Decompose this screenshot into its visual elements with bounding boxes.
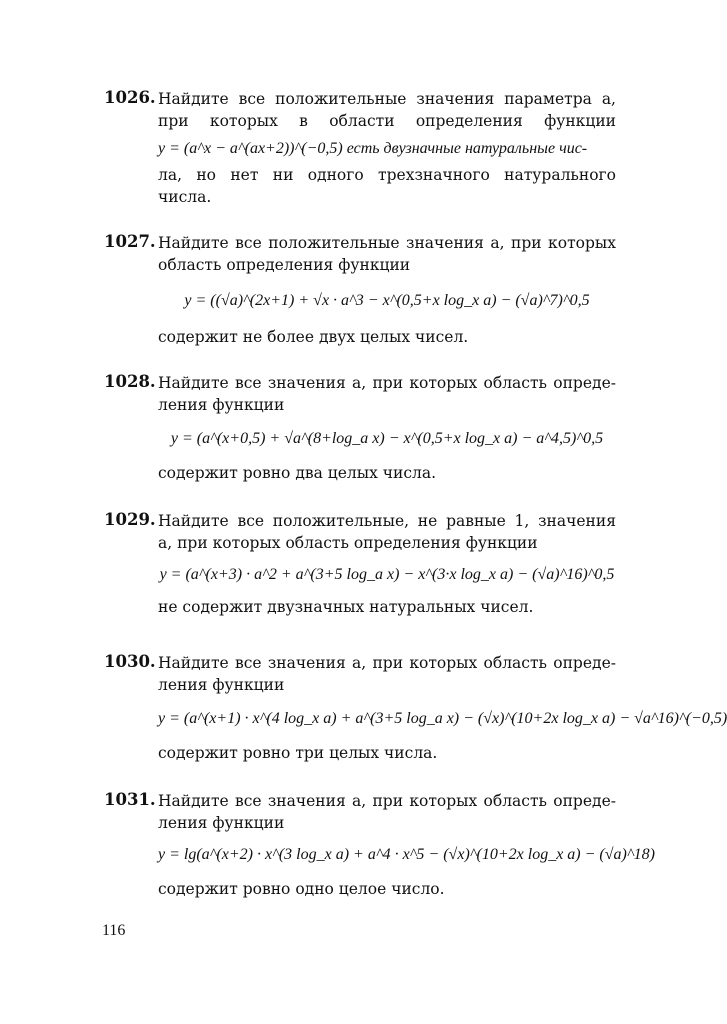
problem-line: ления функции <box>158 814 285 832</box>
problem-text <box>158 510 616 618</box>
problem-line: Найдите все значения a, при которых область опреде- <box>158 654 616 672</box>
problem-conclusion: содержит ровно два целых числа. <box>158 464 437 482</box>
page-number: 116 <box>102 922 126 939</box>
problem-1026 <box>104 88 616 208</box>
problem-conclusion: не содержит двузначных натуральных чисел. <box>158 598 534 616</box>
problem-conclusion: содержит ровно одно целое число. <box>158 880 445 898</box>
problem-line: при которых в области определения функции <box>158 112 616 130</box>
problem-conclusion: содержит ровно три целых числа. <box>158 744 438 762</box>
problem-line: a, при которых область определения функции <box>158 534 538 552</box>
problem-line: ла, но нет ни одного трехзначного натурального <box>158 166 616 184</box>
problem-line: Найдите все положительные значения параметра a, <box>158 90 616 108</box>
problem-1029 <box>104 510 616 618</box>
problem-line: ления функции <box>158 676 285 694</box>
formula: y = ((√a)^(2x+1) + √x · a^3 − x^(0,5+x log_x a) − (√a)^7)^0,5 <box>184 292 590 309</box>
formula: y = lg(a^(x+2) · x^(3 log_x a) + a^4 · x^5 − (√x)^(10+2x log_x a) − (√a)^18) <box>158 846 655 863</box>
problem-number: 1031. <box>104 790 156 809</box>
problem-1031 <box>104 790 655 900</box>
formula: y = (a^(x+3) · a^2 + a^(3+5 log_a x) − x^(3·x log_x a) − (√a)^16)^0,5 <box>159 566 615 583</box>
problem-text <box>158 232 616 348</box>
problem-line: Найдите все положительные, не равные 1, значения <box>158 512 616 530</box>
formula: y = (a^(x+0,5) + √a^(8+log_a x) − x^(0,5+x log_x a) − a^4,5)^0,5 <box>170 430 604 447</box>
problem-line: Найдите все значения a, при которых область опреде- <box>158 374 616 392</box>
problem-text <box>158 652 727 764</box>
problem-line: Найдите все положительные значения a, при которых <box>158 234 616 252</box>
problem-number: 1026. <box>104 88 156 107</box>
problem-line: ления функции <box>158 396 285 414</box>
problem-number: 1029. <box>104 510 156 529</box>
problem-text <box>158 88 616 208</box>
problem-text <box>158 790 655 900</box>
formula: y = (a^(x+1) · x^(4 log_x a) + a^(3+5 log_a x) − (√x)^(10+2x log_x a) − √a^16)^(−0,5) <box>158 710 727 727</box>
problem-1028 <box>104 372 616 484</box>
problem-text <box>158 372 616 484</box>
problem-1027 <box>104 232 616 348</box>
formula-with-text: y = (a^x − a^(ax+2))^(−0,5) есть двузначные натуральные чис- <box>158 140 588 157</box>
problem-line: числа. <box>158 188 212 206</box>
problem-number: 1027. <box>104 232 156 251</box>
problem-line: область определения функции <box>158 256 411 274</box>
problem-number: 1028. <box>104 372 156 391</box>
problem-line: Найдите все значения a, при которых область опреде- <box>158 792 616 810</box>
problem-1030 <box>104 652 727 764</box>
problem-conclusion: содержит не более двух целых чисел. <box>158 328 469 346</box>
problem-number: 1030. <box>104 652 156 671</box>
